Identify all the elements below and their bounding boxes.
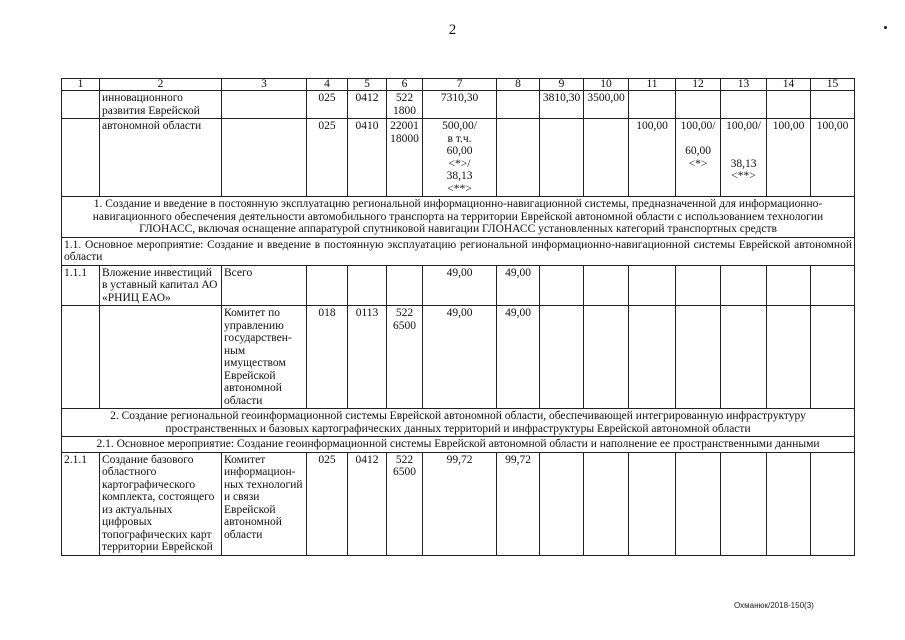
section-row <box>62 409 855 437</box>
table-cell: Вложение инвестиций в уставный капитал АО «РНИЦ ЕАО» <box>100 265 222 306</box>
table-cell: 522 1800 <box>387 91 423 119</box>
section-heading: 1. Создание и введение в постоянную эксплуатацию региональной информационно-навигационной системы, предназначенной для информационно-навигационного обеспечения деятельности автомобильного транспорта на территории Еврейской автономной области с использованием технологии ГЛОНАСС, включая оснащение аппаратурой спутниковой навигации ГЛОНАСС установленных категорий транспортных средств <box>62 197 855 238</box>
table-cell <box>721 265 767 306</box>
table-row <box>62 119 855 197</box>
column-number: 9 <box>540 79 584 91</box>
table-cell: 100,00 <box>811 119 855 197</box>
page-number: 2 <box>448 22 457 38</box>
table-cell: автономной области <box>100 119 222 197</box>
column-number: 7 <box>423 79 497 91</box>
table-cell: 7310,30 <box>423 91 497 119</box>
table-cell: 018 <box>307 306 348 409</box>
table-cell: 025 <box>307 452 348 555</box>
table-cell <box>584 452 629 555</box>
document-code: Охманюк/2018-150(3) <box>734 601 814 610</box>
table-cell <box>629 306 676 409</box>
table-cell <box>811 91 855 119</box>
column-number: 13 <box>721 79 767 91</box>
table-cell <box>584 119 629 197</box>
column-number: 12 <box>676 79 721 91</box>
table-cell: 0113 <box>348 306 387 409</box>
table-cell <box>676 265 721 306</box>
table-cell: 100,00 <box>767 119 811 197</box>
subsection-heading: 1.1. Основное мероприятие: Создание и введение в постоянную эксплуатацию региональной информационно-навигационной системы Еврейской автономной области <box>62 237 855 265</box>
table-row <box>62 265 855 306</box>
table-cell: Комитет информацион-ных технологий и связи Еврейской автономной области <box>222 452 307 555</box>
table-cell <box>676 452 721 555</box>
column-number: 4 <box>307 79 348 91</box>
table-row <box>62 91 855 119</box>
table-cell: 100,00 <box>629 119 676 197</box>
column-number: 2 <box>100 79 222 91</box>
table-cell: Создание базового областного картографического комплекта, состоящего из актуальных цифровых топографических карт территории Еврейской <box>100 452 222 555</box>
table-cell <box>497 91 540 119</box>
table-cell <box>387 265 423 306</box>
table-cell <box>721 452 767 555</box>
table-cell <box>721 91 767 119</box>
column-number: 5 <box>348 79 387 91</box>
table-cell: Всего <box>222 265 307 306</box>
table-cell <box>767 452 811 555</box>
table-cell <box>767 265 811 306</box>
table-cell: 99,72 <box>497 452 540 555</box>
subsection-row <box>62 237 855 265</box>
table-cell <box>629 91 676 119</box>
table-cell <box>540 119 584 197</box>
table-cell <box>100 306 222 409</box>
table-cell <box>767 306 811 409</box>
table-cell <box>348 265 387 306</box>
section-row <box>62 197 855 238</box>
section-heading: 2. Создание региональной геоинформационной системы Еврейской автономной области, обеспечивающей интегрированную инфраструктуру пространственных и базовых картографических данных территорий и инфраструктуры Еврейской автономной области <box>62 409 855 437</box>
table-cell: 2.1.1 <box>62 452 100 555</box>
table-cell <box>497 119 540 197</box>
table-cell <box>676 306 721 409</box>
table-cell <box>767 91 811 119</box>
table-row <box>62 306 855 409</box>
column-number-row <box>62 79 855 91</box>
table-cell: 49,00 <box>423 265 497 306</box>
table-cell: 100,00/ 60,00 <*> <box>676 119 721 197</box>
section-heading: 2.1. Основное мероприятие: Создание геоинформационной системы Еврейской автономной области и наполнение ее пространственными данными <box>62 437 855 453</box>
table-cell: 99,72 <box>423 452 497 555</box>
column-number: 11 <box>629 79 676 91</box>
column-number: 14 <box>767 79 811 91</box>
column-number: 15 <box>811 79 855 91</box>
table-cell <box>307 265 348 306</box>
program-table <box>61 78 855 556</box>
table-cell: 22001 18000 <box>387 119 423 197</box>
table-cell <box>222 119 307 197</box>
table-cell: инновационного развития Еврейской <box>100 91 222 119</box>
table-cell <box>540 265 584 306</box>
table-cell: 522 6500 <box>387 306 423 409</box>
table-cell <box>62 306 100 409</box>
column-number: 8 <box>497 79 540 91</box>
table-cell: 49,00 <box>497 306 540 409</box>
table-cell: 100,00/ 38,13 <**> <box>721 119 767 197</box>
table-row <box>62 452 855 555</box>
table-cell: 3500,00 <box>584 91 629 119</box>
column-number: 1 <box>62 79 100 91</box>
column-number: 10 <box>584 79 629 91</box>
table-cell <box>584 306 629 409</box>
table-cell: 0410 <box>348 119 387 197</box>
table-cell <box>721 306 767 409</box>
table-cell: 522 6500 <box>387 452 423 555</box>
table-cell <box>811 306 855 409</box>
column-number: 3 <box>222 79 307 91</box>
table-cell: 1.1.1 <box>62 265 100 306</box>
table-cell: 0412 <box>348 91 387 119</box>
table-cell <box>811 265 855 306</box>
table-cell <box>62 91 100 119</box>
table-cell: 3810,30 <box>540 91 584 119</box>
table-cell: Комитет по управлению государствен-ным имуществом Еврейской автономной области <box>222 306 307 409</box>
table-cell: 025 <box>307 119 348 197</box>
table-cell <box>62 119 100 197</box>
table-cell <box>629 265 676 306</box>
table-cell: 025 <box>307 91 348 119</box>
section-row <box>62 437 855 453</box>
table-cell <box>811 452 855 555</box>
table-cell <box>540 452 584 555</box>
table-cell <box>222 91 307 119</box>
table-cell: 49,00 <box>497 265 540 306</box>
table-cell <box>540 306 584 409</box>
table-cell: 500,00/ в т.ч. 60,00 <*>/ 38,13 <**> <box>423 119 497 197</box>
column-number: 6 <box>387 79 423 91</box>
table-cell: 49,00 <box>423 306 497 409</box>
table-cell: 0412 <box>348 452 387 555</box>
table-cell <box>629 452 676 555</box>
page-mark <box>884 26 887 29</box>
table-cell <box>676 91 721 119</box>
table-cell <box>584 265 629 306</box>
